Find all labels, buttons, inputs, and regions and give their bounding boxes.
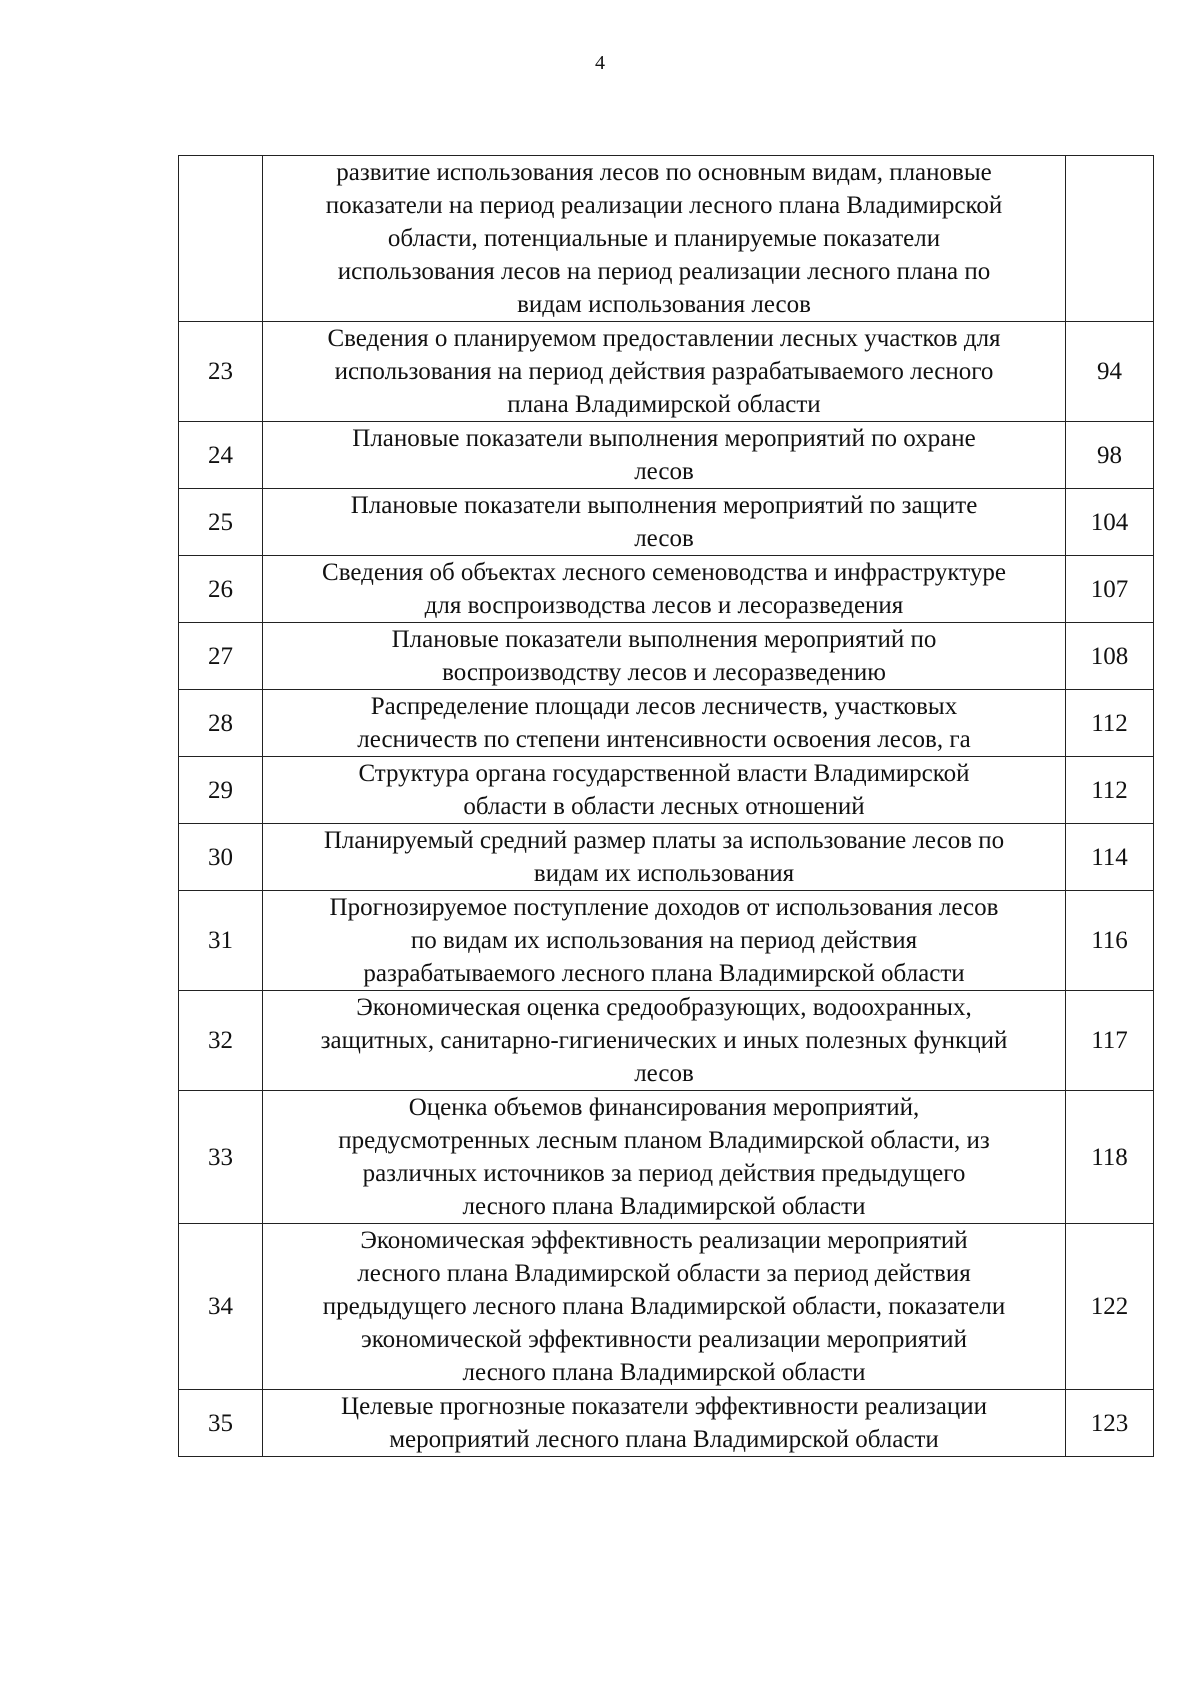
row-title bbox=[263, 1091, 1066, 1224]
row-title bbox=[263, 991, 1066, 1091]
row-page bbox=[1066, 156, 1154, 322]
table-row bbox=[179, 1091, 1154, 1224]
row-number: 26 bbox=[179, 556, 263, 623]
row-title-line: Целевые прогнозные показатели эффективности реализации bbox=[341, 1393, 987, 1420]
row-title-line: лесного плана Владимирской области за период действия bbox=[357, 1260, 971, 1287]
row-number: 31 bbox=[179, 891, 263, 991]
row-number: 32 bbox=[179, 991, 263, 1091]
row-page: 112 bbox=[1066, 690, 1154, 757]
row-title-line: Экономическая оценка средообразующих, водоохранных, bbox=[356, 994, 972, 1021]
row-page: 123 bbox=[1066, 1390, 1154, 1457]
row-number: 24 bbox=[179, 422, 263, 489]
row-number: 29 bbox=[179, 757, 263, 824]
row-page: 94 bbox=[1066, 322, 1154, 422]
row-title-line: плана Владимирской области bbox=[507, 391, 821, 418]
row-number: 27 bbox=[179, 623, 263, 690]
row-title-line: Структура органа государственной власти Владимирской bbox=[358, 760, 970, 787]
table-row bbox=[179, 690, 1154, 757]
row-title-line: Распределение площади лесов лесничеств, участковых bbox=[370, 693, 958, 720]
row-title-line: предыдущего лесного плана Владимирской области, показатели bbox=[322, 1293, 1006, 1320]
row-title-line: области в области лесных отношений bbox=[463, 793, 865, 820]
row-title-line: Сведения о планируемом предоставлении лесных участков для bbox=[327, 325, 1001, 352]
row-title-line: различных источников за период действия предыдущего bbox=[362, 1160, 966, 1187]
table-row bbox=[179, 322, 1154, 422]
row-title-line: экономической эффективности реализации мероприятий bbox=[361, 1326, 967, 1353]
row-number: 28 bbox=[179, 690, 263, 757]
row-title-line: Плановые показатели выполнения мероприятий по bbox=[391, 626, 937, 653]
row-title bbox=[263, 891, 1066, 991]
table-row bbox=[179, 623, 1154, 690]
row-title-line: предусмотренных лесным планом Владимирской области, из bbox=[338, 1127, 990, 1154]
row-number bbox=[179, 156, 263, 322]
row-number: 35 bbox=[179, 1390, 263, 1457]
table-row bbox=[179, 156, 1154, 322]
row-title bbox=[263, 156, 1066, 322]
row-page: 117 bbox=[1066, 991, 1154, 1091]
row-title-line: Плановые показатели выполнения мероприятий по защите bbox=[350, 492, 978, 519]
row-title-line: Сведения об объектах лесного семеноводства и инфраструктуре bbox=[322, 559, 1006, 586]
table-row bbox=[179, 1390, 1154, 1457]
row-title-line: разрабатываемого лесного плана Владимирской области bbox=[363, 960, 965, 987]
table-row bbox=[179, 891, 1154, 991]
row-number: 23 bbox=[179, 322, 263, 422]
row-title bbox=[263, 824, 1066, 891]
row-title bbox=[263, 422, 1066, 489]
row-number: 30 bbox=[179, 824, 263, 891]
row-title-line: видам их использования bbox=[533, 860, 795, 887]
row-page: 107 bbox=[1066, 556, 1154, 623]
row-title bbox=[263, 757, 1066, 824]
table-row bbox=[179, 489, 1154, 556]
row-page: 108 bbox=[1066, 623, 1154, 690]
row-page: 104 bbox=[1066, 489, 1154, 556]
table-row bbox=[179, 556, 1154, 623]
row-number: 25 bbox=[179, 489, 263, 556]
row-title bbox=[263, 623, 1066, 690]
row-title-line: мероприятий лесного плана Владимирской области bbox=[389, 1426, 939, 1453]
row-page: 116 bbox=[1066, 891, 1154, 991]
row-title-line: развитие использования лесов по основным видам, плановые bbox=[336, 159, 992, 186]
table-row bbox=[179, 991, 1154, 1091]
row-number: 34 bbox=[179, 1224, 263, 1390]
row-title-line: Экономическая эффективность реализации мероприятий bbox=[360, 1227, 968, 1254]
row-number: 33 bbox=[179, 1091, 263, 1224]
row-title bbox=[263, 489, 1066, 556]
row-title-line: лесов bbox=[634, 525, 694, 552]
row-title-line: по видам их использования на период действия bbox=[410, 927, 918, 954]
row-page: 122 bbox=[1066, 1224, 1154, 1390]
row-title bbox=[263, 322, 1066, 422]
row-title bbox=[263, 556, 1066, 623]
row-page: 98 bbox=[1066, 422, 1154, 489]
row-title-line: лесного плана Владимирской области bbox=[462, 1193, 866, 1220]
row-title bbox=[263, 1390, 1066, 1457]
row-title bbox=[263, 1224, 1066, 1390]
row-title-line: видам использования лесов bbox=[517, 291, 811, 318]
row-title-line: лесов bbox=[634, 458, 694, 485]
table-row bbox=[179, 422, 1154, 489]
row-page: 114 bbox=[1066, 824, 1154, 891]
page-number: 4 bbox=[595, 52, 605, 74]
row-title-line: использования лесов на период реализации лесного плана по bbox=[337, 258, 991, 285]
row-title-line: лесничеств по степени интенсивности освоения лесов, га bbox=[357, 726, 971, 753]
row-title-line: использования на период действия разрабатываемого лесного bbox=[334, 358, 994, 385]
row-title-line: Прогнозируемое поступление доходов от использования лесов bbox=[329, 894, 999, 921]
row-title-line: защитных, санитарно-гигиенических и иных полезных функций bbox=[320, 1027, 1008, 1054]
table-row bbox=[179, 757, 1154, 824]
contents-table bbox=[178, 155, 1154, 1457]
row-title-line: лесов bbox=[634, 1060, 694, 1087]
row-title-line: для воспроизводства лесов и лесоразведения bbox=[424, 592, 904, 619]
row-title-line: показатели на период реализации лесного плана Владимирской bbox=[325, 192, 1003, 219]
row-title-line: Оценка объемов финансирования мероприятий, bbox=[408, 1094, 920, 1121]
contents-table-body bbox=[179, 156, 1154, 1457]
row-title bbox=[263, 690, 1066, 757]
row-title-line: Плановые показатели выполнения мероприятий по охране bbox=[352, 425, 976, 452]
row-page: 112 bbox=[1066, 757, 1154, 824]
table-row bbox=[179, 1224, 1154, 1390]
row-page: 118 bbox=[1066, 1091, 1154, 1224]
table-row bbox=[179, 824, 1154, 891]
row-title-line: области, потенциальные и планируемые показатели bbox=[387, 225, 941, 252]
row-title-line: лесного плана Владимирской области bbox=[462, 1359, 866, 1386]
row-title-line: воспроизводству лесов и лесоразведению bbox=[442, 659, 886, 686]
row-title-line: Планируемый средний размер платы за использование лесов по bbox=[323, 827, 1005, 854]
